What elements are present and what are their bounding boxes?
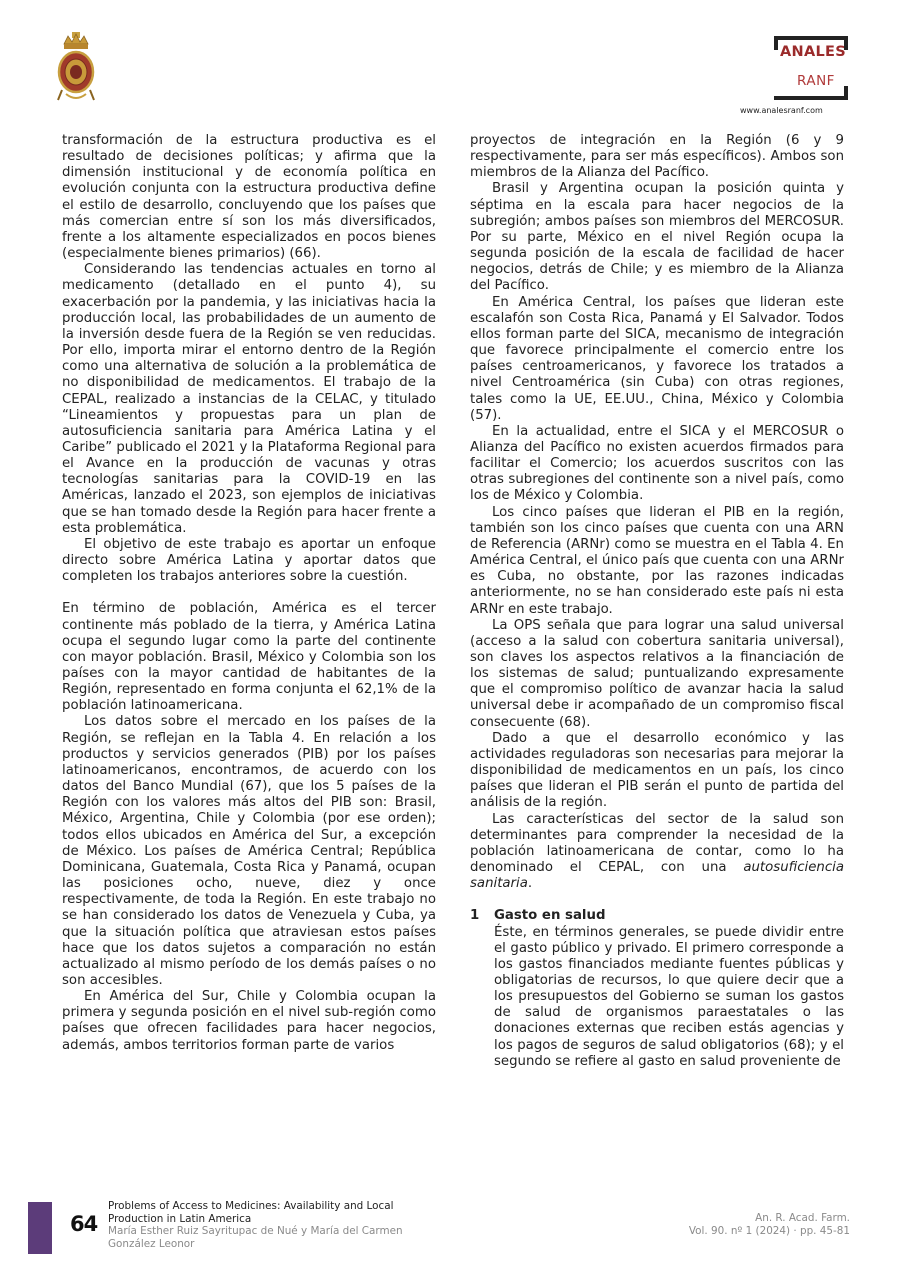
paragraph: Los cinco países que lideran el PIB en la región, también son los cinco países que cuenta con una ARN de Referencia (ARNr) como se muestra en el Tabla 4. En América Central, el único país que cuenta con una ARNr es Cuba, no obstante, por las razones indicadas anteriormente, no se han considerado este país ni esta ARNr en este trabajo. <box>470 504 844 617</box>
section-heading <box>470 908 844 924</box>
section-body <box>494 925 844 1070</box>
left-column <box>62 133 436 1054</box>
paragraph-end: . <box>527 876 533 892</box>
footer-journal-info <box>689 1212 850 1238</box>
paragraph: En la actualidad, entre el SICA y el MERCOSUR o Alianza del Pacífico no existen acuerdos firmados para facilitar el Comercio; los acuerdos suscritos con las otras subregiones del continente son a nivel país, como los de México y Colombia. <box>470 423 844 504</box>
logo-ranf-text: RANF <box>797 73 835 89</box>
footer-article-title: Problems of Access to Medicines: Availability and Local Production in Latin America <box>108 1200 394 1225</box>
paragraph: En América Central, los países que lideran este escalafón son Costa Rica, Panamá y El Salvador. Todos ellos forman parte del SICA, mecanismo de integración que favorece principalmente el comercio entre los países centroamericanos, y favorece los tratados a nivel Centroamérica (sin Cuba) con otras regiones, tales como la UE, EE.UU., China, México y Colombia (57). <box>470 294 844 423</box>
paragraph: En término de población, América es el tercer continente más poblado de la tierra, y América Latina ocupa el segundo lugar como la parte del continente con mayor población. Brasil, México y Colombia son los países con la mayor cantidad de habitantes de la Región, representado en forma conjunta el 62,1% de la población latinoamericana. <box>62 601 436 714</box>
paragraph-text: Las características del sector de la salud son determinantes para comprender la necesidad de la población latinoamericana de contar, como lo ha denominado el CEPAL, con una <box>470 811 844 876</box>
footer-accent-bar <box>28 1202 52 1254</box>
page-number: 64 <box>70 1212 98 1236</box>
paragraph: En América del Sur, Chile y Colombia ocupan la primera y segunda posición en el nivel sub-región como países que ofrecen facilidades para hacer negocios, además, ambos territorios forman parte de varios <box>62 989 436 1053</box>
logo-anales-text: ANALES <box>780 44 846 60</box>
paragraph: transformación de la estructura productiva es el resultado de decisiones políticas; y afirma que la dimensión institucional y de economía política en evolución conjunta con la estructura productiva define el estilo de desarrollo, concluyendo que los países que más comercian entre sí son los más diversificados, frente a los altamente especializados en pocos bienes (especialmente bienes primarios) (66). <box>62 133 436 262</box>
paragraph: Considerando las tendencias actuales en torno al medicamento (detallado en el punto 4), su exacerbación por la pandemia, y las iniciativas hacia la producción local, las probabilidades de un aumento de la inversión desde fuera de la Región se ven reducidas. Por ello, importa mirar el entorno dentro de la Región como una alternativa de solución a la problemática de no disponibilidad de medicamentos. El trabajo de la CEPAL, realizado a instancias de la CELAC, y titulado “Lineamientos y propuestas para un plan de autosuficiencia sanitaria para América Latina y el Caribe” publicado el 2021 y la Plataforma Regional para el Avance en la producción de vacunas y otras tecnologías sanitarias para la COVID-19 en las Américas, lanzado el 2023, son ejemplos de iniciativas que se han tomado desde la Región para hacer frente a esta problemática. <box>62 262 437 536</box>
paragraph: Éste, en términos generales, se puede dividir entre el gasto público y privado. El primero corresponde a los gastos financiados mediante fuentes públicas y obligatorias de recursos, lo que quiere decir que a los presupuestos del Gobierno se suman los gastos de salud de organismos paraestatales o las donaciones externas que reciben estás agencias y los pagos de seguros de salud obligatorios (68); y el segundo se refiere al gasto en salud proveniente de <box>494 924 844 1069</box>
royal-academy-crest-icon <box>52 30 100 106</box>
paragraph: Brasil y Argentina ocupan la posición quinta y séptima en la escala para hacer negocios de la subregión; ambos países son miembros del MERCOSUR. Por su parte, México en el nivel Región ocupa la segunda posición de la escala de facilidad de hacer negocios, detrás de Chile; y es miembro de la Alianza del Pacífico. <box>470 181 844 294</box>
paragraph: La OPS señala que para lograr una salud universal (acceso a la salud con cobertura sanitaria universal), son claves los aspectos relativos a la financiación de los sistemas de salud; puntualizando expresamente que el compromiso político de avanzar hacia la salud universal debe ir acompañado de un compromiso fiscal consecuente (68). <box>470 617 844 730</box>
section-title: Gasto en salud <box>494 908 606 924</box>
paragraph: Dado a que el desarrollo económico y las actividades reguladoras son necesarias para mejorar la disponibilidad de medicamentos en un país, los cinco países que lideran el PIB serán el punto de partida del análisis de la región. <box>470 730 844 811</box>
paragraph: proyectos de integración en la Región (6 y 9 respectivamente, para ser más específicos). Ambos son miembros de la Alianza del Pacífico. <box>470 133 844 181</box>
footer-authors: María Esther Ruiz Sayritupac de Nué y María del Carmen González Leonor <box>108 1225 403 1250</box>
paragraph: Los datos sobre el mercado en los países de la Región, se reflejan en la Tabla 4. En relación a los productos y servicios generados (PIB) por los países latinoamericanos, encontramos, de acuerdo con los datos del Banco Mundial (67), que los 5 países de la Región con los valores más altos del PIB son: Brasil, México, Argentina, Chile y Colombia (por ese orden); todos ellos ubicados en América del Sur, a excepción de México. Los países de América Central; República Dominicana, Guatemala, Costa Rica y Panamá, ocupan las posiciones ocho, nueve, diez y once respectivamente, de toda la Región. En este trabajo no se han considerado los datos de Venezuela y Cuba, ya que la situación política que atraviesan estos países hace que los datos sujetos a comparación no están actualizado al mismo período de los demás países o no son accesibles. <box>62 714 436 988</box>
footer-volume: Vol. 90. nº 1 (2024) · pp. 45-81 <box>688 1225 850 1237</box>
footer-journal: An. R. Acad. Farm. <box>755 1212 850 1224</box>
section-number: 1 <box>470 908 480 924</box>
anales-ranf-logo <box>740 36 852 120</box>
right-column <box>470 133 844 1070</box>
emphasis-text: autosuficiencia sanitaria <box>470 860 844 892</box>
footer-article-info <box>108 1200 448 1250</box>
paragraph <box>470 812 844 893</box>
logo-url: www.analesranf.com <box>740 106 823 115</box>
paragraph: El objetivo de este trabajo es aportar un enfoque directo sobre América Latina y aportar datos que completen los trabajos anteriores sobre la cuestión. <box>62 536 436 585</box>
